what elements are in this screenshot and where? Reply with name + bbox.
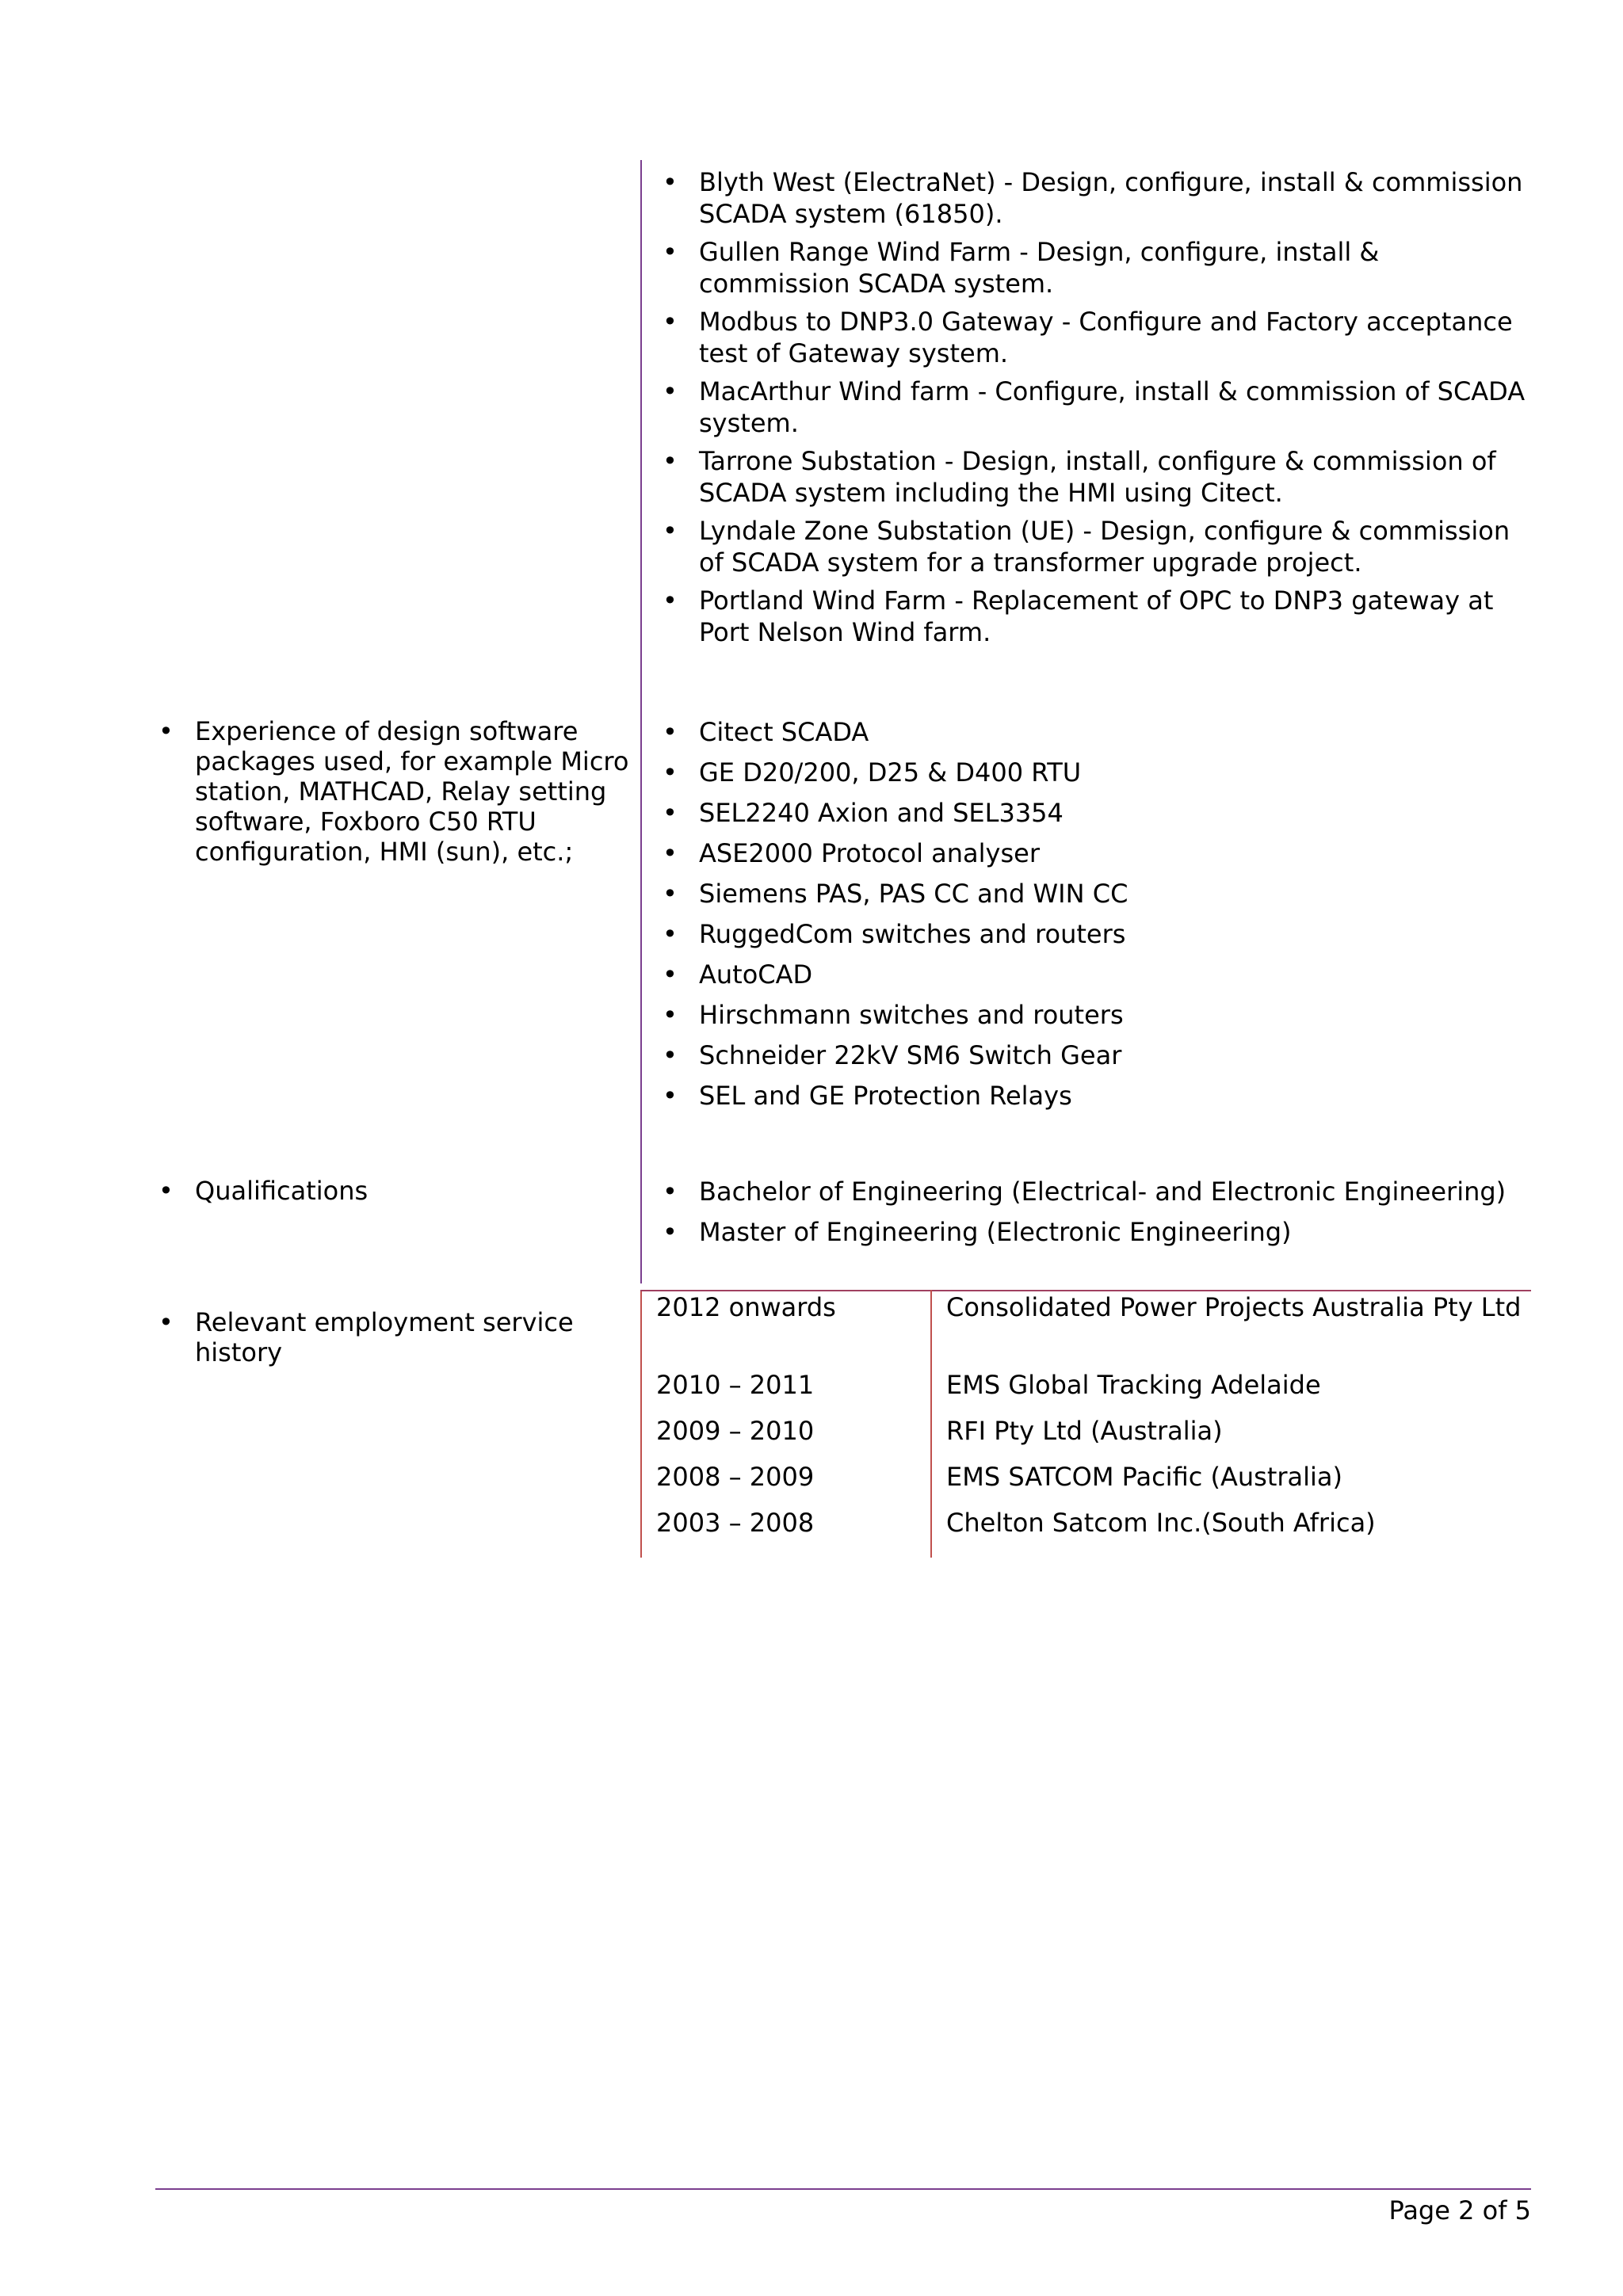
list-item: • MacArthur Wind farm - Configure, install & commission of SCADA system. xyxy=(659,376,1531,439)
list-item: • Hirschmann switches and routers xyxy=(659,999,1531,1031)
employment-label-list xyxy=(155,1307,631,1367)
column-divider xyxy=(640,160,642,1283)
table-row xyxy=(642,1461,1531,1507)
list-item: • Gullen Range Wind Farm - Design, configure, install & commission SCADA system. xyxy=(659,236,1531,299)
list-item: • Citect SCADA xyxy=(659,716,1531,748)
table-row xyxy=(642,1507,1531,1553)
list-item: • AutoCAD xyxy=(659,959,1531,990)
qualifications-label: • Qualifications xyxy=(155,1176,631,1206)
list-item: • Portland Wind Farm - Replacement of OPC to DNP3 gateway at Port Nelson Wind farm. xyxy=(659,585,1531,648)
employment-company: Chelton Satcom Inc.(South Africa) xyxy=(946,1508,1376,1538)
list-item: • RuggedCom switches and routers xyxy=(659,918,1531,950)
list-item: • Schneider 22kV SM6 Switch Gear xyxy=(659,1039,1531,1071)
employment-years: 2003 – 2008 xyxy=(656,1508,815,1538)
employment-years: 2012 onwards xyxy=(656,1292,836,1322)
list-item: • Bachelor of Engineering (Electrical- and Electronic Engineering) xyxy=(659,1176,1531,1207)
software-label: • Experience of design software packages used, for example Micro station, MATHCAD, Relay setting software, Foxboro C50 RTU configuration, HMI (sun), etc.; xyxy=(155,716,631,867)
table-row xyxy=(642,1415,1531,1461)
list-item: • Lyndale Zone Substation (UE) - Design, configure & commission of SCADA system for a transformer upgrade project. xyxy=(659,515,1531,578)
list-item: • SEL and GE Protection Relays xyxy=(659,1080,1531,1112)
list-item: • ASE2000 Protocol analyser xyxy=(659,837,1531,869)
employment-years: 2008 – 2009 xyxy=(656,1462,815,1492)
list-item: • Modbus to DNP3.0 Gateway - Configure and Factory acceptance test of Gateway system. xyxy=(659,306,1531,369)
qualifications-label-list xyxy=(155,1176,631,1206)
employment-company: RFI Pty Ltd (Australia) xyxy=(946,1416,1223,1446)
footer-divider xyxy=(155,2188,1531,2190)
employment-company: EMS SATCOM Pacific (Australia) xyxy=(946,1462,1342,1492)
table-row xyxy=(642,1291,1531,1337)
employment-years: 2009 – 2010 xyxy=(656,1416,815,1446)
list-item: • SEL2240 Axion and SEL3354 xyxy=(659,797,1531,829)
qualifications-list xyxy=(659,1176,1531,1257)
list-item: • Blyth West (ElectraNet) - Design, configure, install & commission SCADA system (61850). xyxy=(659,166,1531,230)
software-list xyxy=(659,716,1531,1120)
employment-label: • Relevant employment service history xyxy=(155,1307,631,1367)
employment-years: 2010 – 2011 xyxy=(656,1370,815,1400)
table-row xyxy=(642,1369,1531,1415)
projects-list xyxy=(659,166,1531,654)
list-item: • Master of Engineering (Electronic Engineering) xyxy=(659,1216,1531,1248)
software-label-list xyxy=(155,716,631,867)
employment-company: EMS Global Tracking Adelaide xyxy=(946,1370,1321,1400)
employment-company: Consolidated Power Projects Australia Pty Ltd xyxy=(946,1292,1522,1322)
page-number: Page 2 of 5 xyxy=(1388,2195,1531,2225)
list-item: • Tarrone Substation - Design, install, configure & commission of SCADA system including the HMI using Citect. xyxy=(659,445,1531,509)
list-item: • GE D20/200, D25 & D400 RTU xyxy=(659,757,1531,788)
list-item: • Siemens PAS, PAS CC and WIN CC xyxy=(659,878,1531,910)
